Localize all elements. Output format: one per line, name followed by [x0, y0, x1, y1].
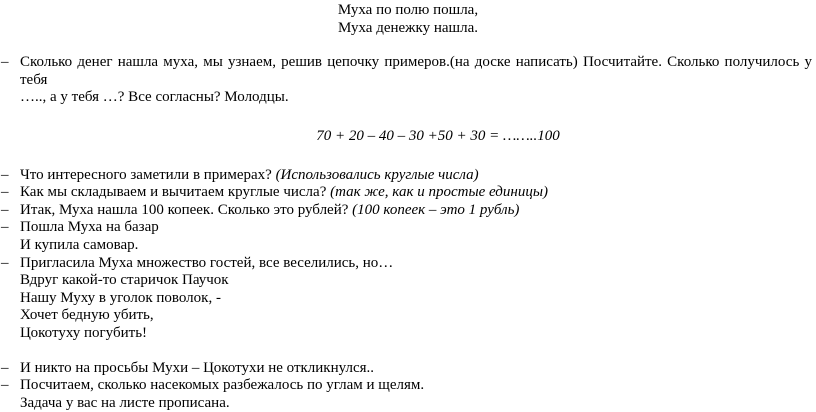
poem-line: Вдруг какой-то старичок Паучок	[20, 272, 229, 289]
final-line: Задача у вас на листе прописана.	[20, 394, 230, 411]
final-line: И никто на просьбы Мухи – Цокотухи не откликнулся..	[20, 359, 375, 376]
dash-bullet: –	[1, 377, 9, 394]
dash-bullet: –	[1, 184, 9, 201]
final-item-1	[0, 360, 816, 378]
paragraph-line-1: Сколько денег нашла муха, мы узнаем, решив цепочку примеров.(на доске написать) Посчитайте. Сколько получилось у тебя	[20, 54, 812, 88]
dash-bullet: –	[1, 254, 9, 271]
question-item-3	[0, 202, 816, 220]
question-text: Как мы складываем и вычитаем круглые числа?	[20, 184, 331, 201]
question-text: Итак, Муха нашла 100 копеек. Сколько это рублей?	[20, 201, 353, 218]
answer-note: (Использовались круглые числа)	[275, 166, 479, 183]
poem-stanza-2	[0, 255, 816, 343]
final-line: Посчитаем, сколько насекомых разбежалось по углам и щелям.	[20, 377, 425, 394]
poem-line: И купила самовар.	[20, 236, 139, 253]
dash-bullet: –	[1, 201, 9, 218]
poem-line: Пошла Муха на базар	[20, 219, 159, 236]
poem-line: Цокотуху погубить!	[20, 324, 148, 341]
poem-line: Хочет бедную убить,	[20, 307, 154, 324]
answer-note: (100 копеек – это 1 рубль)	[352, 201, 520, 218]
question-text: Что интересного заметили в примерах?	[20, 166, 276, 183]
document-page	[0, 2, 816, 412]
poem-line: Пригласила Муха множество гостей, все веселились, но…	[20, 254, 394, 271]
paragraph-chain-examples	[0, 54, 816, 107]
poem-stanza-1	[0, 219, 816, 254]
poem-title-line-2: Муха денежку нашла.	[338, 19, 478, 36]
final-item-2	[0, 377, 816, 412]
dash-bullet: –	[1, 359, 9, 376]
question-item-2	[0, 184, 816, 202]
poem-line: Нашу Муху в уголок поволок, -	[20, 289, 221, 306]
math-formula: 70 + 20 – 40 – 30 +50 + 30 = ……..100	[316, 127, 560, 144]
dash-bullet: –	[1, 166, 9, 183]
dash-bullet: –	[1, 54, 9, 71]
paragraph-line-2: ….., а у тебя …? Все согласны? Молодцы.	[20, 89, 289, 106]
answer-note: (так же, как и простые единицы)	[330, 184, 548, 201]
poem-title-line-1: Муха по полю пошла,	[337, 2, 479, 18]
question-item-1	[0, 167, 816, 185]
dash-bullet: –	[1, 219, 9, 236]
